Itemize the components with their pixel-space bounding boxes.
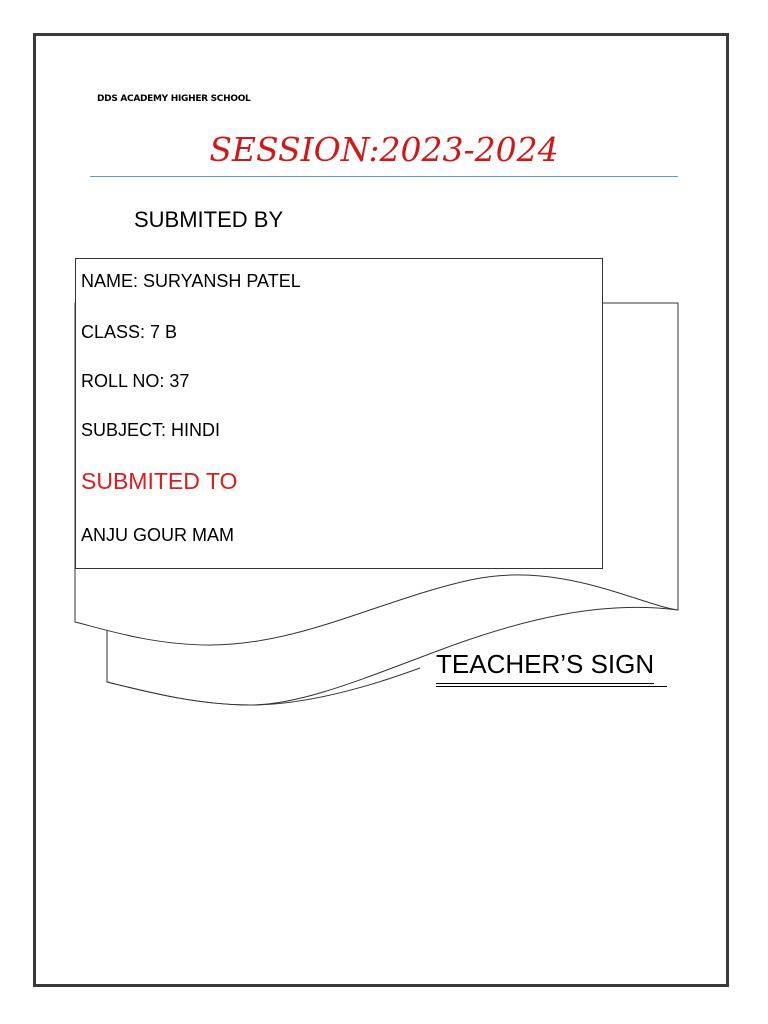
student-subject: SUBJECT: HINDI <box>81 420 221 440</box>
submitted-to-heading: SUBMITED TO <box>81 468 238 494</box>
submitted-by-heading: SUBMITED BY <box>134 207 284 232</box>
session-text: SESSION:2023-2024 <box>209 130 559 169</box>
teacher-sign-label: TEACHER’S SIGN <box>436 648 654 684</box>
teacher-name: ANJU GOUR MAM <box>81 525 234 545</box>
school-name: DDS ACADEMY HIGHER SCHOOL <box>97 94 251 104</box>
teacher-sign-double-underline <box>436 686 667 687</box>
student-name: NAME: SURYANSH PATEL <box>81 271 301 291</box>
student-roll-no: ROLL NO: 37 <box>81 371 190 391</box>
student-info-box <box>75 258 603 569</box>
student-class: CLASS: 7 B <box>81 322 178 342</box>
